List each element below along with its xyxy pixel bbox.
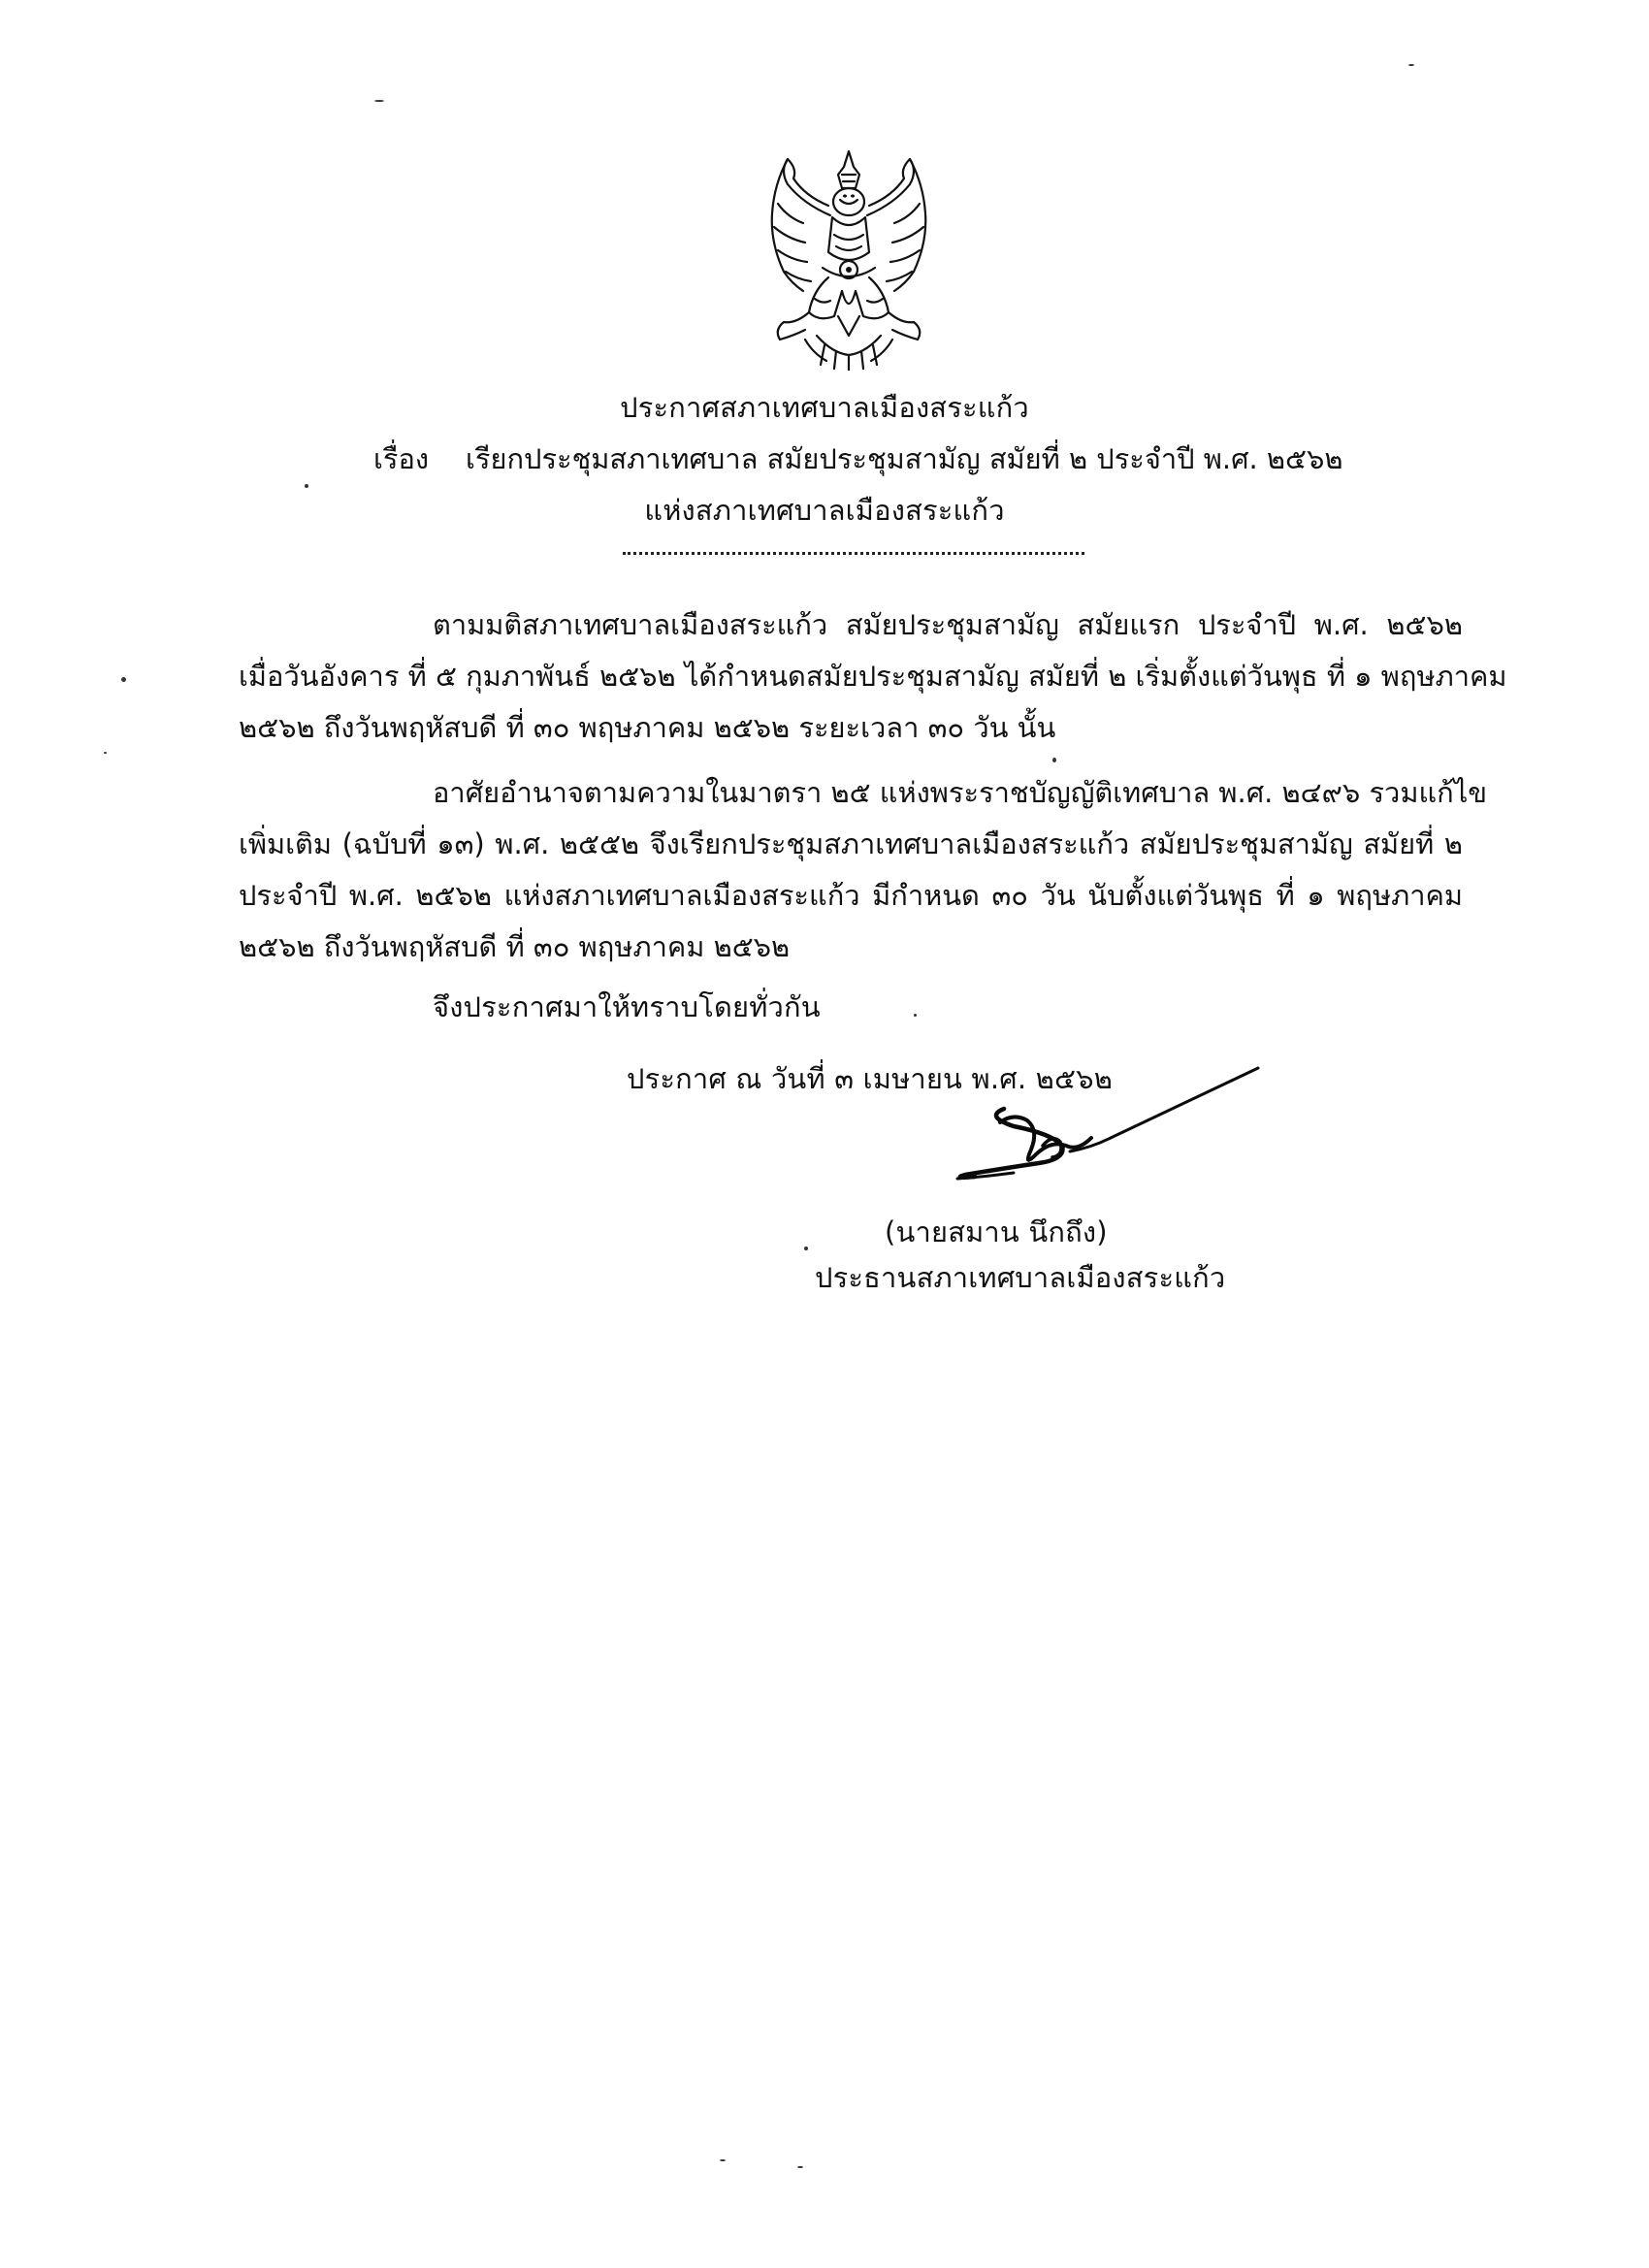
garuda-emblem-icon [745, 146, 953, 371]
handwritten-signature [946, 1062, 1276, 1208]
scan-speck [1052, 758, 1056, 762]
dotted-divider [623, 549, 1084, 555]
scan-speck [104, 752, 107, 754]
paragraph2-line: ประจำปี พ.ศ. ๒๕๖๒ แห่งสภาเทศบาลเมืองสระแก้ว มีกำหนด ๓๐ วัน นับตั้งแต่วันพุธ ที่ ๑ พฤษภาคม [239, 879, 1463, 912]
paragraph2-line: ๒๕๖๒ ถึงวันพฤหัสบดี ที่ ๓๐ พฤษภาคม ๒๕๖๒ [239, 930, 791, 963]
scan-speck [720, 2159, 726, 2161]
closing-line: จึงประกาศมาให้ทราบโดยทั่วกัน [433, 990, 821, 1023]
paragraph1-line: ๒๕๖๒ ถึงวันพฤหัสบดี ที่ ๓๐ พฤษภาคม ๒๕๖๒ ระยะเวลา ๓๐ วัน นั้น [239, 711, 1056, 744]
scan-speck [121, 677, 126, 682]
announcement-title: ประกาศสภาเทศบาลเมืองสระแก้ว [620, 391, 1029, 424]
scan-speck [1408, 64, 1414, 66]
signer-title: ประธานสภาเทศบาลเมืองสระแก้ว [815, 1261, 1226, 1294]
paragraph1-line: ตามมติสภาเทศบาลเมืองสระแก้ว สมัยประชุมสามัญ สมัยแรก ประจำปี พ.ศ. ๒๕๖๒ [433, 608, 1463, 641]
announcement-subtitle: แห่งสภาเทศบาลเมืองสระแก้ว [644, 494, 1005, 527]
scan-speck [374, 100, 384, 102]
scan-speck [914, 1014, 917, 1017]
scan-speck [305, 484, 308, 488]
subject-text: เรียกประชุมสภาเทศบาล สมัยประชุมสามัญ สมัยที่ ๒ ประจำปี พ.ศ. ๒๕๖๒ [466, 442, 1343, 475]
scan-speck [804, 1247, 808, 1250]
subject-label: เรื่อง [373, 442, 430, 475]
paragraph1-line: เมื่อวันอังคาร ที่ ๕ กุมภาพันธ์ ๒๕๖๒ ได้กำหนดสมัยประชุมสามัญ สมัยที่ ๒ เริ่มตั้งแต่วันพุธ ที่ ๑ พฤษภาคม [239, 660, 1507, 693]
signer-name: (นายสมาน นึกถึง) [885, 1215, 1108, 1248]
announcement-date: ประกาศ ณ วันที่ ๓ เมษายน พ.ศ. ๒๕๖๒ [627, 1062, 1114, 1095]
scan-speck [797, 2166, 803, 2168]
paragraph2-line: เพิ่มเติม (ฉบับที่ ๑๓) พ.ศ. ๒๕๕๒ จึงเรียกประชุมสภาเทศบาลเมืองสระแก้ว สมัยประชุมสามัญ สมัยที่ ๒ [239, 827, 1463, 860]
paragraph2-line: อาศัยอำนาจตามความในมาตรา ๒๕ แห่งพระราชบัญญัติเทศบาล พ.ศ. ๒๔๙๖ รวมแก้ไข [433, 776, 1488, 809]
